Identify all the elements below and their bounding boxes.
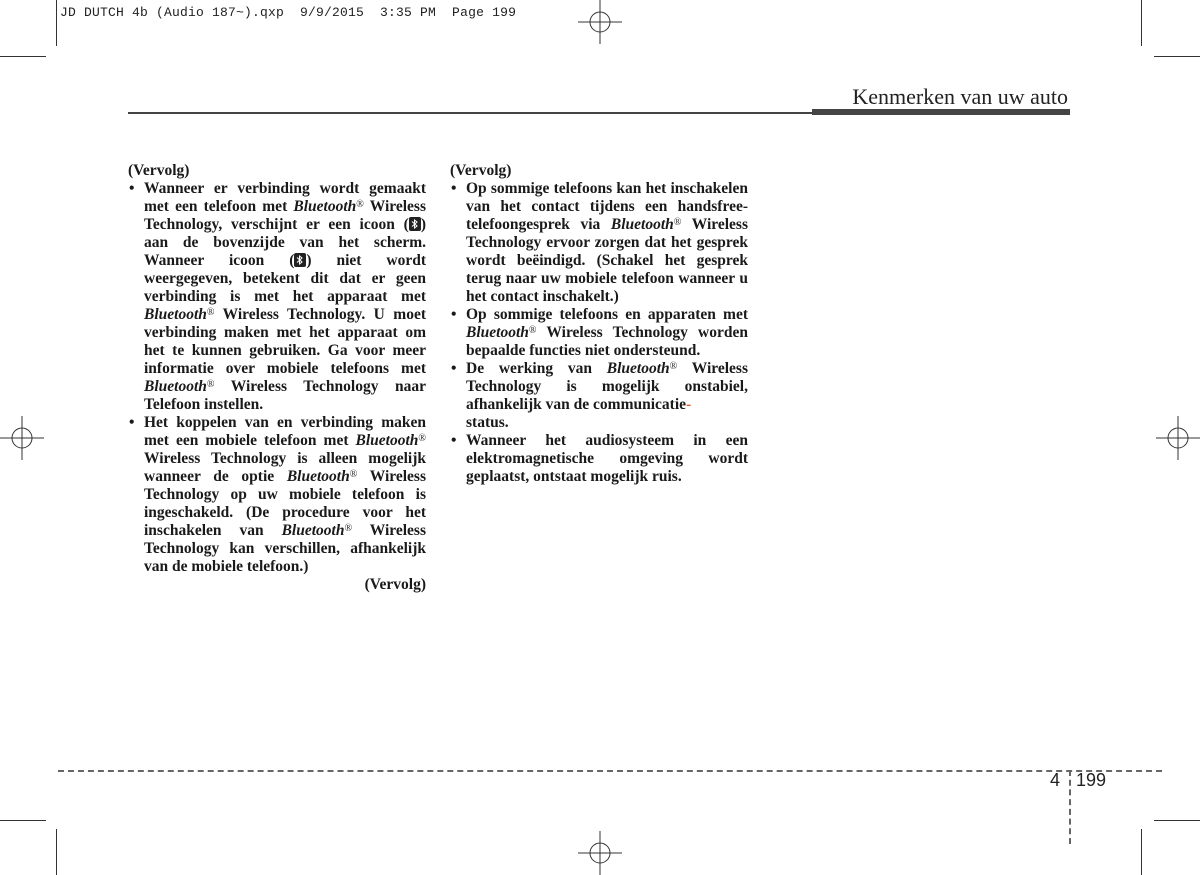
crop-mark-top-left-h	[0, 56, 46, 57]
right-column	[450, 162, 748, 486]
chapter-number: 4	[1050, 770, 1061, 790]
crop-mark-bottom-left-h	[0, 820, 46, 821]
footer-divider	[1069, 770, 1071, 844]
registration-mark-left-icon	[0, 416, 44, 460]
bullet: •	[451, 306, 457, 323]
bullet: •	[451, 360, 457, 377]
list-item: • Wanneer het audiosysteem in een elektromagnetische omgeving wordt geplaatst, ontstaat mogelijk ruis.	[451, 432, 748, 485]
printer-slug: JD DUTCH 4b (Audio 187~).qxp 9/9/2015 3:35 PM Page 199	[60, 5, 517, 20]
list-item: • Op sommige telefoons kan het inschakelen van het contact tijdens een handsfree-telefoongesprek via Bluetooth® Wireless Technology ervoor zorgen dat het gesprek wordt beëindigd. (Schakel het gesprek terug naar uw mobiele telefoon wanneer u het contact inschakelt.)	[451, 180, 748, 305]
crop-mark-bottom-right-h	[1154, 820, 1200, 821]
bluetooth-icon	[409, 217, 421, 231]
bullet: •	[451, 432, 457, 449]
crop-mark-bottom-right-v	[1141, 829, 1142, 875]
bluetooth-icon	[294, 253, 306, 267]
registration-mark-right-icon	[1156, 416, 1200, 460]
continued-label: (Vervolg)	[450, 162, 512, 179]
list-item: • Op sommige telefoons en apparaten met Bluetooth® Wireless Technology worden bepaalde functies niet ondersteund.	[451, 306, 748, 359]
crop-mark-top-right-h	[1154, 56, 1200, 57]
crop-mark-top-right-v	[1141, 0, 1142, 46]
registration-mark-bottom-icon	[578, 831, 622, 875]
bullet: •	[129, 414, 135, 431]
left-column	[128, 162, 426, 594]
continued-label: (Vervolg)	[364, 576, 426, 593]
list-item: • De werking van Bluetooth® Wireless Technology is mogelijk onstabiel, afhankelijk van de communicatie- status.	[451, 360, 748, 431]
section-title: Kenmerken van uw auto	[852, 84, 1068, 109]
crop-mark-top-left-v	[56, 0, 57, 46]
footer-rule	[58, 770, 1162, 772]
crop-mark-bottom-left-v	[56, 829, 57, 875]
continued-label: (Vervolg)	[128, 162, 190, 179]
page-number: 199	[1076, 770, 1107, 790]
header-rule-accent	[812, 109, 1070, 115]
registration-mark-top-icon	[578, 0, 622, 44]
list-item: • Het koppelen van en verbinding maken met een mobiele telefoon met Bluetooth® Wireless Technology is alleen mogelijk wanneer de optie Bluetooth® Wireless Technology op uw mobiele telefoon is ingeschakeld. (De procedure voor het inschakelen van Bluetooth® Wireless Technology kan verschillen, afhankelijk van de mobiele telefoon.)	[129, 414, 426, 575]
list-item: • Wanneer er verbinding wordt gemaakt met een telefoon met Bluetooth® Wireless Technology, verschijnt er een icoon ( ) aan de bovenzijde van het scherm. Wanneer icoon ( ) niet wordt weergegeven, betekent dit dat er geen verbinding is met het apparaat met Bluetooth® Wireless Technology. U moet verbinding maken met het apparaat om het te kunnen gebruiken. Ga voor meer informatie over mobiele telefoons met Bluetooth® Wireless Technology naar Telefoon instellen.	[129, 180, 426, 413]
bullet: •	[129, 180, 135, 197]
bullet: •	[451, 180, 457, 197]
header-rule	[128, 112, 812, 114]
